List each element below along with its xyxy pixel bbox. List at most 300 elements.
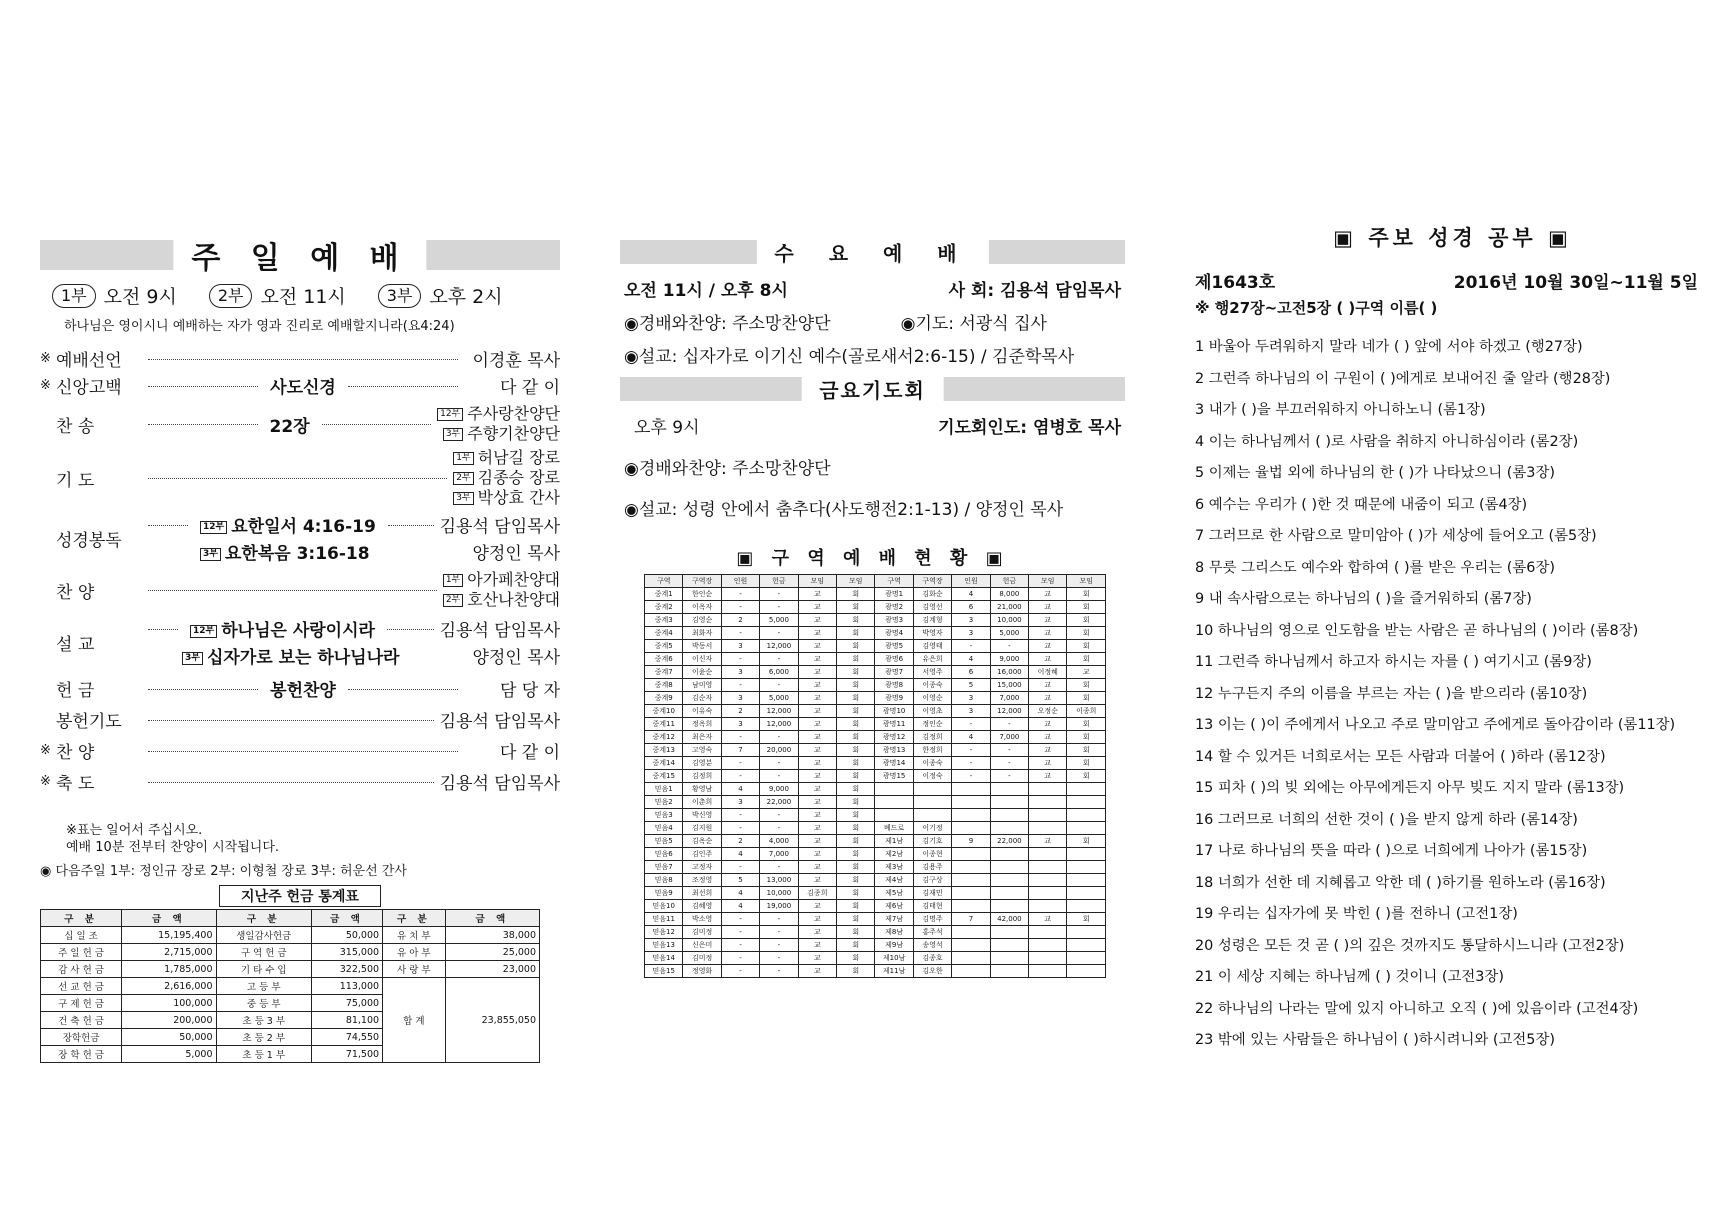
district-cell: 중계11 (645, 718, 683, 731)
district-cell: 이종현 (913, 848, 951, 861)
district-cell: 교 (1029, 614, 1067, 627)
district-cell: 9,000 (990, 653, 1028, 666)
district-cell (990, 939, 1028, 952)
district-cell: 회 (837, 861, 875, 874)
district-cell: 20,000 (760, 744, 798, 757)
district-cell: 김종호 (913, 952, 951, 965)
order-item: 사도신경 (270, 378, 336, 398)
district-row (645, 640, 1106, 653)
wednesday-prayer: ◉기도: 서광식 집사 (900, 314, 1047, 334)
sermon-title: 십자가로 보는 하나님나라 (206, 648, 400, 668)
part-tag: 12부 (190, 625, 217, 638)
district-cell (990, 926, 1028, 939)
offering-cell: 주 일 헌 금 (41, 944, 122, 961)
district-cell: 믿음15 (645, 965, 683, 978)
district-cell: 4 (952, 731, 990, 744)
district-header: 구역장 (913, 575, 951, 588)
district-cell: 교 (1029, 835, 1067, 848)
district-row (645, 887, 1106, 900)
district-cell: 교 (798, 952, 836, 965)
order-item: 22장 (269, 416, 310, 437)
district-cell: 3 (721, 718, 759, 731)
district-row (645, 653, 1106, 666)
district-cell: 교 (798, 757, 836, 770)
district-cell: 7,000 (990, 692, 1028, 705)
offering-cell: 유 아 부 (383, 944, 446, 961)
district-cell: 이영순 (913, 692, 951, 705)
order-person: 양정인 목사 (472, 544, 560, 564)
stand-note: ※표는 일어서 주십시오. (66, 823, 203, 838)
sunday-service-column (40, 240, 560, 1063)
district-cell: - (721, 588, 759, 601)
district-cell (1067, 874, 1106, 887)
district-cell: 제2남 (875, 848, 913, 861)
district-title: ▣ 구 역 예 배 현 황 ▣ (736, 548, 1009, 569)
district-cell: 교 (798, 653, 836, 666)
offering-cell: 장학헌금 (41, 1029, 122, 1046)
district-cell: 회 (837, 822, 875, 835)
district-cell: 광명15 (875, 770, 913, 783)
study-question: 20 성령은 모든 것 곧 ( )의 깊은 것까지도 통달하시느니라 (고전2장) (1195, 937, 1625, 954)
district-cell: 6 (952, 601, 990, 614)
offering-header: 구 분 (41, 910, 122, 927)
district-row (645, 614, 1106, 627)
district-cell: 중계1 (645, 588, 683, 601)
district-cell (1029, 848, 1067, 861)
district-cell: 교 (798, 861, 836, 874)
district-cell: 오정순 (1029, 705, 1067, 718)
district-cell: 교 (798, 874, 836, 887)
order-person: 주사랑찬양단 (467, 404, 560, 423)
district-cell: 12,000 (760, 640, 798, 653)
district-cell: 교 (798, 744, 836, 757)
district-cell: - (952, 718, 990, 731)
district-cell (1029, 900, 1067, 913)
district-cell: 서영주 (913, 666, 951, 679)
order-label: 찬 송 (56, 416, 95, 437)
study-question: 9 내 속사람으로는 하나님의 ( )을 즐거워하되 (롬7장) (1195, 591, 1532, 607)
offering-cell: 유 치 부 (383, 927, 446, 944)
offering-table-title: 지난주 헌금 통계표 (219, 885, 381, 907)
district-cell: 회 (837, 601, 875, 614)
district-cell (990, 887, 1028, 900)
district-cell: 회 (837, 640, 875, 653)
district-cell: 믿음11 (645, 913, 683, 926)
district-cell: 7 (952, 913, 990, 926)
district-cell: 4 (721, 887, 759, 900)
district-cell: 회 (837, 874, 875, 887)
district-cell: 12,000 (760, 705, 798, 718)
district-cell: 제1남 (875, 835, 913, 848)
study-question: 8 무릇 그리스도 예수와 합하여 ( )를 받은 우리는 (롬6장) (1195, 559, 1555, 576)
order-person: 김용석 담임목사 (439, 712, 560, 732)
offering-cell: 구 역 헌 금 (216, 944, 311, 961)
district-cell (990, 952, 1028, 965)
offering-header: 금 액 (311, 910, 382, 927)
district-cell: 한인순 (683, 588, 721, 601)
order-label: 예배선언 (56, 351, 122, 371)
order-person: 담 당 자 (499, 681, 561, 701)
issue-date: 2016년 10월 30일~11월 5일 (1453, 273, 1698, 293)
district-row (645, 848, 1106, 861)
offering-cell: 중 등 부 (216, 995, 311, 1012)
district-cell (1067, 887, 1106, 900)
district-cell: 제6남 (875, 900, 913, 913)
district-cell: 중계15 (645, 770, 683, 783)
wednesday-title: 수 요 예 배 (756, 238, 988, 267)
district-cell: 회 (837, 926, 875, 939)
offering-cell: 고 등 부 (216, 978, 311, 995)
sunday-title: 주 일 예 배 (173, 233, 426, 277)
district-cell: 교 (798, 900, 836, 913)
district-cell (1029, 939, 1067, 952)
district-cell: 교 (798, 848, 836, 861)
study-question: 6 예수는 우리가 ( )한 것 때문에 내줌이 되고 (롬4장) (1195, 496, 1528, 513)
district-cell: 광명9 (875, 692, 913, 705)
offering-header: 구 분 (383, 910, 446, 927)
stand-mark: ※ (40, 351, 51, 366)
order-label: 기 도 (56, 470, 95, 491)
wednesday-mc: 사 회: 김용석 담임목사 (948, 281, 1121, 301)
district-cell: 회 (837, 835, 875, 848)
district-cell: - (721, 822, 759, 835)
district-cell: - (760, 731, 798, 744)
district-row (645, 783, 1106, 796)
district-cell: - (952, 757, 990, 770)
district-cell: 김영태 (913, 640, 951, 653)
district-cell: 9,000 (760, 783, 798, 796)
district-cell: 교 (798, 666, 836, 679)
district-cell (952, 887, 990, 900)
district-row (645, 874, 1106, 887)
district-cell: 광명10 (875, 705, 913, 718)
district-cell: 회 (1067, 627, 1106, 640)
order-person: 김종승 장로 (477, 468, 560, 487)
district-cell: - (760, 952, 798, 965)
district-cell: 최선희 (683, 887, 721, 900)
part-tag: 2부 (453, 472, 473, 485)
district-cell: 광명6 (875, 653, 913, 666)
prayer-leaders (453, 448, 560, 508)
district-cell: - (721, 809, 759, 822)
district-header: 구역 (875, 575, 913, 588)
district-cell: 신은미 (683, 939, 721, 952)
district-row (645, 822, 1106, 835)
district-cell: 교 (798, 770, 836, 783)
district-cell: 믿음5 (645, 835, 683, 848)
offering-cell: 감 사 헌 금 (41, 961, 122, 978)
district-row (645, 757, 1106, 770)
district-cell: 황영남 (683, 783, 721, 796)
district-row (645, 939, 1106, 952)
district-cell: 교 (798, 965, 836, 978)
district-cell: 중계4 (645, 627, 683, 640)
district-cell: 유은희 (913, 653, 951, 666)
district-cell: 최은자 (683, 731, 721, 744)
district-cell (952, 874, 990, 887)
order-praise (40, 570, 560, 610)
wednesday-time-row (624, 276, 1121, 301)
district-cell: 광명5 (875, 640, 913, 653)
order-person: 호산나찬양대 (467, 590, 560, 609)
order-label: 성경봉독 (56, 530, 122, 551)
order-label: 찬 양 (56, 582, 95, 603)
offering-row (41, 927, 540, 944)
wednesday-title-bar (620, 240, 1125, 264)
district-cell: 믿음8 (645, 874, 683, 887)
district-cell: 교 (1029, 718, 1067, 731)
service-notes (66, 822, 560, 856)
district-cell: 믿음12 (645, 926, 683, 939)
offering-cell: 5,000 (122, 1046, 216, 1063)
district-cell (990, 965, 1028, 978)
offering-cell: 81,100 (311, 1012, 382, 1029)
question-list (1195, 332, 1710, 1057)
study-question: 5 이제는 율법 외에 하나님의 한 ( )가 나타났으니 (롬3장) (1195, 465, 1555, 481)
district-cell: 이신자 (683, 653, 721, 666)
study-scope: ※ 행27장~고전5장 ( )구역 이름( ) (1195, 299, 1438, 317)
district-row (645, 835, 1106, 848)
district-cell: 회 (837, 692, 875, 705)
district-cell: 교 (798, 614, 836, 627)
district-cell: 7,000 (760, 848, 798, 861)
district-cell (1067, 939, 1106, 952)
district-cell: - (721, 952, 759, 965)
district-cell: 남미영 (683, 679, 721, 692)
district-cell: - (952, 640, 990, 653)
part-tag: 3부 (200, 548, 221, 561)
district-cell: 김계형 (913, 614, 951, 627)
stand-mark: ※ (40, 378, 51, 393)
study-question: 21 이 세상 지혜는 하나님께 ( ) 것이니 (고전3장) (1195, 969, 1504, 985)
district-cell: - (760, 679, 798, 692)
study-question: 16 그러므로 너희의 선한 것이 ( )을 받지 않게 하라 (롬14장) (1195, 811, 1578, 828)
district-cell: 이춘희 (683, 796, 721, 809)
district-cell: 회 (837, 679, 875, 692)
district-cell: 회 (837, 952, 875, 965)
district-row (645, 692, 1106, 705)
district-cell: 회 (837, 653, 875, 666)
district-cell: 정영화 (683, 965, 721, 978)
district-cell: 21,000 (990, 601, 1028, 614)
service-times (52, 282, 560, 309)
district-cell: 제11남 (875, 965, 913, 978)
district-row (645, 965, 1106, 978)
district-cell: 22,000 (990, 835, 1028, 848)
district-cell: 교 (798, 640, 836, 653)
sunday-title-bar (40, 240, 560, 276)
district-cell: 교 (1029, 770, 1067, 783)
district-row (645, 731, 1106, 744)
order-person: 다 같 이 (499, 378, 561, 398)
district-cell: 김정희 (683, 770, 721, 783)
district-cell: 이유숙 (683, 705, 721, 718)
district-cell: 회 (1067, 770, 1106, 783)
offering-cell: 23,000 (445, 961, 539, 978)
district-cell (1067, 783, 1106, 796)
district-cell (990, 796, 1028, 809)
offering-cell: 113,000 (311, 978, 382, 995)
district-cell: 교 (798, 926, 836, 939)
district-cell: 광명14 (875, 757, 913, 770)
district-cell: - (990, 757, 1028, 770)
district-cell: 고영숙 (683, 744, 721, 757)
district-cell: 광명7 (875, 666, 913, 679)
offering-cell: 200,000 (122, 1012, 216, 1029)
district-cell: 4 (721, 900, 759, 913)
service-time-3 (378, 282, 503, 309)
district-cell (952, 965, 990, 978)
district-cell: - (952, 770, 990, 783)
district-cell: 4 (952, 588, 990, 601)
district-cell: - (721, 731, 759, 744)
offering-cell: 1,785,000 (122, 961, 216, 978)
district-cell: 교 (798, 796, 836, 809)
district-cell (1067, 822, 1106, 835)
offering-cell: 50,000 (122, 1029, 216, 1046)
district-cell: 광명4 (875, 627, 913, 640)
district-cell: 회 (837, 770, 875, 783)
district-cell: 김미정 (683, 926, 721, 939)
district-cell: 광명13 (875, 744, 913, 757)
district-cell: 3 (721, 692, 759, 705)
district-cell (1067, 952, 1106, 965)
offering-row (41, 961, 540, 978)
part-tag: 12부 (437, 408, 463, 421)
district-cell: - (760, 926, 798, 939)
service-time-label-1: 오전 9시 (103, 286, 177, 308)
wednesday-praise-row (624, 309, 1121, 334)
district-cell: 김종희 (798, 887, 836, 900)
district-cell (1067, 965, 1106, 978)
order-person: 김용석 담임목사 (439, 517, 560, 537)
district-cell (913, 796, 951, 809)
district-cell (952, 952, 990, 965)
service-time-label-2: 오전 11시 (260, 286, 346, 308)
district-cell: 회 (837, 757, 875, 770)
offering-header: 금 액 (122, 910, 216, 927)
district-cell: 7,000 (990, 731, 1028, 744)
order-person: 주향기찬양단 (467, 424, 560, 443)
district-cell: - (760, 770, 798, 783)
district-cell: - (760, 601, 798, 614)
district-cell: 5,000 (990, 627, 1028, 640)
district-cell (990, 900, 1028, 913)
reading-text: 요한일서 4:16-19 (231, 517, 376, 537)
service-time-1 (52, 282, 177, 309)
district-cell: 회 (1067, 731, 1106, 744)
district-cell: 믿음9 (645, 887, 683, 900)
district-header: 구역 (645, 575, 683, 588)
district-cell: 회 (837, 913, 875, 926)
district-cell: 5 (721, 874, 759, 887)
wednesday-sermon: ◉설교: 십자가로 이기신 예수(골로새서2:6-15) / 김준학목사 (624, 347, 1075, 367)
order-offering (40, 676, 560, 701)
district-header: 구역장 (683, 575, 721, 588)
district-row (645, 627, 1106, 640)
district-cell: 김정희 (913, 731, 951, 744)
district-cell: 19,000 (760, 900, 798, 913)
order-prayer (40, 448, 560, 508)
district-cell: 김오한 (913, 965, 951, 978)
district-cell: - (721, 770, 759, 783)
order-label: 헌 금 (56, 681, 95, 701)
district-cell: - (721, 757, 759, 770)
district-cell: 중계12 (645, 731, 683, 744)
district-cell: - (760, 809, 798, 822)
reading-text: 요한복음 3:16-18 (224, 544, 370, 564)
district-cell: - (721, 965, 759, 978)
district-cell: 정옥희 (683, 718, 721, 731)
district-cell: 중계13 (645, 744, 683, 757)
district-cell: 제5남 (875, 887, 913, 900)
district-row (645, 770, 1106, 783)
district-cell: 김기호 (913, 835, 951, 848)
district-cell: 회 (1067, 744, 1106, 757)
offering-cell: 38,000 (445, 927, 539, 944)
district-cell: 12,000 (990, 705, 1028, 718)
district-cell: 4 (721, 783, 759, 796)
district-cell: 박영자 (913, 627, 951, 640)
district-cell: 이종숙 (913, 757, 951, 770)
district-header: 헌금 (990, 575, 1028, 588)
next-week-prayer: ◉ 다음주일 1부: 정인규 장로 2부: 이형철 장로 3부: 허운선 간사 (40, 864, 407, 879)
district-row (645, 601, 1106, 614)
district-cell: - (760, 822, 798, 835)
district-cell (952, 939, 990, 952)
district-cell: - (990, 770, 1028, 783)
district-row (645, 718, 1106, 731)
district-row (645, 705, 1106, 718)
offering-cell: 2,715,000 (122, 944, 216, 961)
service-time-label-3: 오후 2시 (429, 286, 503, 308)
district-cell: 교 (1029, 627, 1067, 640)
district-cell (1067, 809, 1106, 822)
service-badge-1: 1부 (52, 284, 96, 308)
district-cell: 6 (952, 666, 990, 679)
study-question: 2 그런즉 하나님의 이 구원이 ( )에게로 보내어진 줄 알라 (행28장) (1195, 370, 1611, 387)
district-cell: 이정혜 (1029, 666, 1067, 679)
district-cell: 광명8 (875, 679, 913, 692)
district-row (645, 744, 1106, 757)
district-header: 모임 (1029, 575, 1067, 588)
district-cell: - (760, 627, 798, 640)
offering-cell: 선 교 헌 금 (41, 978, 122, 995)
offering-cell: 2,616,000 (122, 978, 216, 995)
district-cell: - (760, 588, 798, 601)
district-cell: 5,000 (760, 692, 798, 705)
district-cell: 15,000 (990, 679, 1028, 692)
order-label: 설 교 (56, 634, 95, 655)
district-cell: 교 (798, 705, 836, 718)
order-label: 찬 양 (56, 743, 95, 763)
study-question: 17 나로 하나님의 뜻을 따라 ( )으로 너희에게 나아가 (롬15장) (1195, 843, 1588, 859)
district-cell (913, 809, 951, 822)
order-label: 축 도 (56, 774, 95, 794)
district-cell: 2 (721, 614, 759, 627)
district-cell: 믿음1 (645, 783, 683, 796)
order-person: 양정인 목사 (472, 648, 560, 668)
offering-total-value: 23,855,050 (445, 978, 539, 1063)
district-row (645, 796, 1106, 809)
district-row (645, 900, 1106, 913)
district-cell (1029, 874, 1067, 887)
offering-cell: 기 타 수 입 (216, 961, 311, 978)
district-cell: 교 (798, 835, 836, 848)
district-cell (875, 796, 913, 809)
district-row (645, 588, 1106, 601)
district-cell: 13,000 (760, 874, 798, 887)
